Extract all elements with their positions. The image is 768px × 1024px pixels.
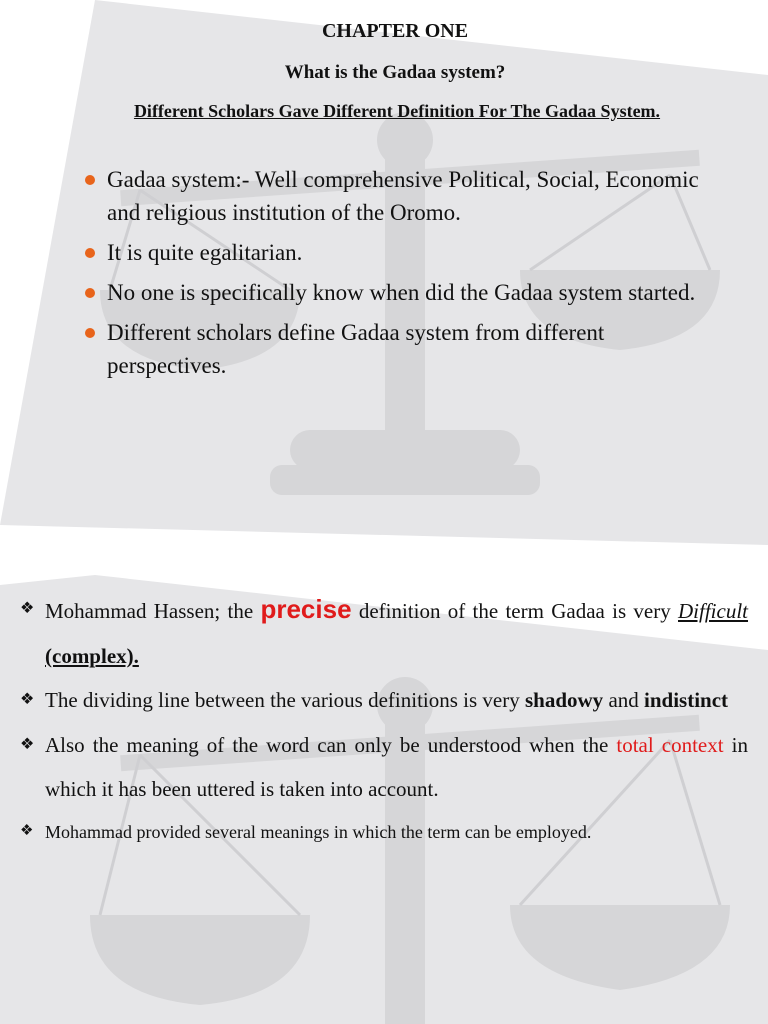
slide-2 <box>0 565 768 1024</box>
bullet-text: No one is specifically know when did the Gadaa system started. <box>107 280 696 305</box>
bullet-dot-icon <box>85 175 95 185</box>
bullet-text: It is quite egalitarian. <box>107 240 303 265</box>
list-item <box>20 812 748 852</box>
list-item <box>85 276 705 309</box>
bullet-text: Gadaa system:- Well comprehensive Political, Social, Economic and religious institution of the Oromo. <box>107 167 699 225</box>
bullet-dot-icon <box>85 288 95 298</box>
diamond-bullet-icon: ❖ <box>20 600 35 617</box>
question-title: What is the Gadaa system? <box>284 62 506 83</box>
bullet-text: Also the meaning of the word can only be understood when the <box>45 732 617 757</box>
highlighted-term: total context <box>616 732 724 757</box>
bold-term: indistinct <box>644 688 729 712</box>
list-item <box>20 723 748 812</box>
bold-term: shadowy <box>524 688 604 712</box>
bullet-dot-icon <box>85 248 95 258</box>
bullet-text: and <box>603 688 645 712</box>
bold-term: (complex). <box>45 643 139 668</box>
chapter-title: CHAPTER ONE <box>321 20 469 42</box>
list-item <box>85 316 705 382</box>
bullet-text: Mohammad Hassen; the <box>45 599 261 623</box>
list-item <box>85 236 705 269</box>
list-item <box>85 163 705 229</box>
scholar-bullet-list <box>20 587 748 852</box>
list-item <box>20 678 748 723</box>
bullet-text: Mohammad provided several meanings in which the term can be employed. <box>45 821 592 842</box>
diamond-bullet-icon: ❖ <box>20 691 35 708</box>
bullet-text: Different scholars define Gadaa system from different perspectives. <box>107 320 605 378</box>
bullet-dot-icon <box>85 328 95 338</box>
emphasis-text: precise <box>260 594 352 624</box>
list-item <box>20 587 748 678</box>
diamond-bullet-icon: ❖ <box>20 822 34 839</box>
italic-term: Difficult <box>678 599 749 623</box>
slide-subtitle: Different Scholars Gave Different Definition For The Gadaa System. <box>133 101 661 121</box>
bullet-text: definition of the term Gadaa is very <box>351 599 679 623</box>
bullet-text: The dividing line between the various definitions is very <box>45 688 525 712</box>
bullet-text: in which it has been uttered is taken into account. <box>45 732 748 801</box>
diamond-bullet-icon: ❖ <box>20 735 35 753</box>
definition-bullet-list <box>85 163 705 389</box>
